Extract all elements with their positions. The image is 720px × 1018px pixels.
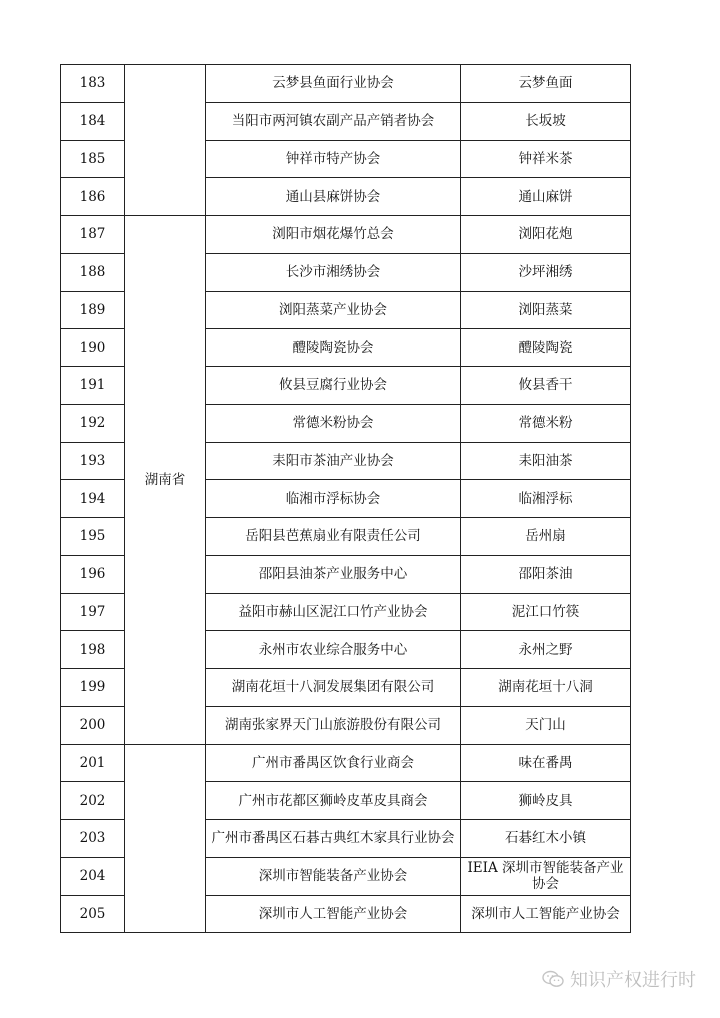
row-number: 199 bbox=[61, 669, 125, 707]
registry-table bbox=[60, 64, 631, 933]
brand-name: 岳州扇 bbox=[461, 518, 631, 556]
table-row bbox=[61, 744, 631, 782]
row-number: 203 bbox=[61, 820, 125, 858]
brand-name: 深圳市人工智能产业协会 bbox=[461, 895, 631, 933]
brand-name: 醴陵陶瓷 bbox=[461, 329, 631, 367]
organization-name: 湖南张家界天门山旅游股份有限公司 bbox=[206, 706, 461, 744]
organization-name: 广州市番禺区石碁古典红木家具行业协会 bbox=[206, 820, 461, 858]
brand-name: 攸县香干 bbox=[461, 367, 631, 405]
brand-name: 临湘浮标 bbox=[461, 480, 631, 518]
brand-name: 长坂坡 bbox=[461, 102, 631, 140]
brand-name: 浏阳花炮 bbox=[461, 216, 631, 254]
row-number: 197 bbox=[61, 593, 125, 631]
organization-name: 浏阳市烟花爆竹总会 bbox=[206, 216, 461, 254]
brand-name: 浏阳蒸菜 bbox=[461, 291, 631, 329]
watermark bbox=[542, 966, 696, 992]
brand-name: 耒阳油茶 bbox=[461, 442, 631, 480]
row-number: 192 bbox=[61, 404, 125, 442]
row-number: 204 bbox=[61, 857, 125, 895]
brand-name: 沙坪湘绣 bbox=[461, 253, 631, 291]
brand-name: 永州之野 bbox=[461, 631, 631, 669]
brand-name: 狮岭皮具 bbox=[461, 782, 631, 820]
row-number: 195 bbox=[61, 518, 125, 556]
row-number: 184 bbox=[61, 102, 125, 140]
organization-name: 浏阳蒸菜产业协会 bbox=[206, 291, 461, 329]
table-row bbox=[61, 65, 631, 103]
organization-name: 通山县麻饼协会 bbox=[206, 178, 461, 216]
province-cell-guangdong bbox=[125, 744, 206, 933]
row-number: 200 bbox=[61, 706, 125, 744]
organization-name: 长沙市湘绣协会 bbox=[206, 253, 461, 291]
organization-name: 广州市花都区狮岭皮革皮具商会 bbox=[206, 782, 461, 820]
wechat-icon bbox=[542, 970, 564, 988]
brand-name: 湖南花垣十八洞 bbox=[461, 669, 631, 707]
row-number: 189 bbox=[61, 291, 125, 329]
organization-name: 岳阳县芭蕉扇业有限责任公司 bbox=[206, 518, 461, 556]
table-row bbox=[61, 216, 631, 254]
organization-name: 常德米粉协会 bbox=[206, 404, 461, 442]
row-number: 185 bbox=[61, 140, 125, 178]
row-number: 202 bbox=[61, 782, 125, 820]
organization-name: 耒阳市茶油产业协会 bbox=[206, 442, 461, 480]
brand-name: 泥江口竹筷 bbox=[461, 593, 631, 631]
row-number: 196 bbox=[61, 555, 125, 593]
brand-name: 通山麻饼 bbox=[461, 178, 631, 216]
organization-name: 临湘市浮标协会 bbox=[206, 480, 461, 518]
brand-name: 味在番禺 bbox=[461, 744, 631, 782]
row-number: 186 bbox=[61, 178, 125, 216]
organization-name: 永州市农业综合服务中心 bbox=[206, 631, 461, 669]
row-number: 198 bbox=[61, 631, 125, 669]
organization-name: 湖南花垣十八洞发展集团有限公司 bbox=[206, 669, 461, 707]
row-number: 190 bbox=[61, 329, 125, 367]
organization-name: 云梦县鱼面行业协会 bbox=[206, 65, 461, 103]
province-cell-hubei bbox=[125, 65, 206, 216]
brand-name: 天门山 bbox=[461, 706, 631, 744]
row-number: 193 bbox=[61, 442, 125, 480]
province-cell-hunan: 湖南省 bbox=[125, 216, 206, 745]
row-number: 201 bbox=[61, 744, 125, 782]
row-number: 183 bbox=[61, 65, 125, 103]
brand-name: 钟祥米茶 bbox=[461, 140, 631, 178]
row-number: 188 bbox=[61, 253, 125, 291]
row-number: 194 bbox=[61, 480, 125, 518]
organization-name: 醴陵陶瓷协会 bbox=[206, 329, 461, 367]
organization-name: 深圳市智能装备产业协会 bbox=[206, 857, 461, 895]
brand-name: 常德米粉 bbox=[461, 404, 631, 442]
row-number: 191 bbox=[61, 367, 125, 405]
organization-name: 邵阳县油茶产业服务中心 bbox=[206, 555, 461, 593]
brand-name: IEIA 深圳市智能装备产业协会 bbox=[461, 857, 631, 895]
brand-name: 邵阳茶油 bbox=[461, 555, 631, 593]
watermark-text: 知识产权进行时 bbox=[570, 970, 696, 991]
organization-name: 益阳市赫山区泥江口竹产业协会 bbox=[206, 593, 461, 631]
organization-name: 钟祥市特产协会 bbox=[206, 140, 461, 178]
row-number: 187 bbox=[61, 216, 125, 254]
brand-name: 云梦鱼面 bbox=[461, 65, 631, 103]
organization-name: 广州市番禺区饮食行业商会 bbox=[206, 744, 461, 782]
organization-name: 攸县豆腐行业协会 bbox=[206, 367, 461, 405]
organization-name: 当阳市两河镇农副产品产销者协会 bbox=[206, 102, 461, 140]
row-number: 205 bbox=[61, 895, 125, 933]
brand-name: 石碁红木小镇 bbox=[461, 820, 631, 858]
organization-name: 深圳市人工智能产业协会 bbox=[206, 895, 461, 933]
